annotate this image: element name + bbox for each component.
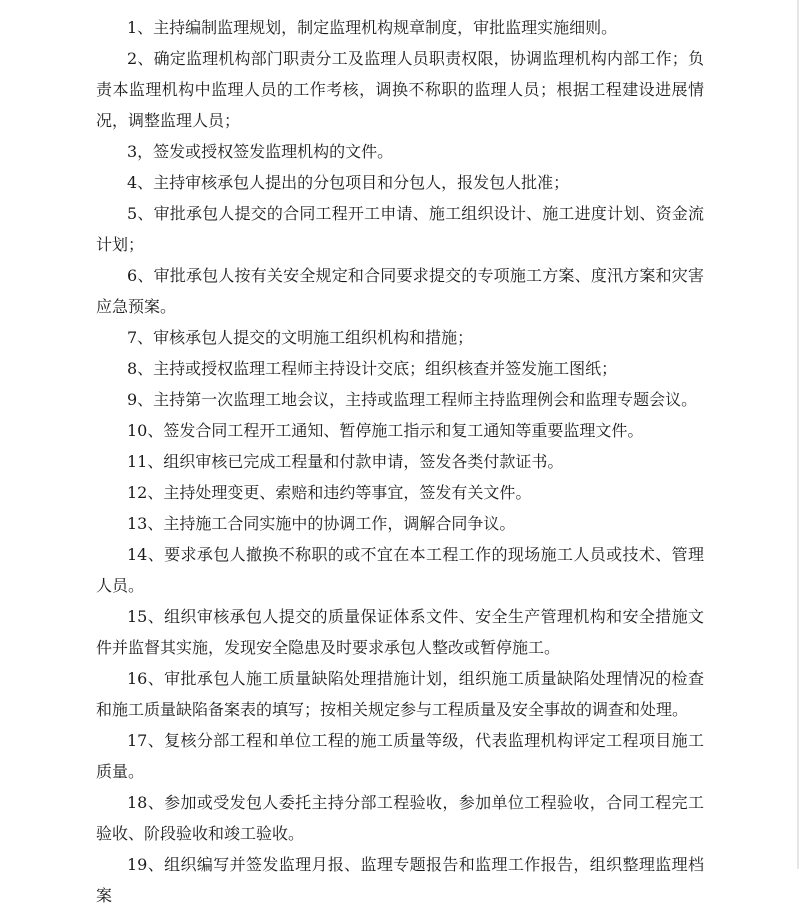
duty-item-16: 16、审批承包人施工质量缺陷处理措施计划，组织施工质量缺陷处理情况的检查和施工质量缺陷备案表的填写；按相关规定参与工程质量及安全事故的调查和处理。 (96, 669, 704, 719)
duty-item-8: 8、主持或授权监理工程师主持设计交底；组织核查并签发施工图纸； (127, 359, 618, 378)
duty-item-9: 9、主持第一次监理工地会议，主持或监理工程师主持监理例会和监理专题会议。 (127, 390, 698, 409)
duty-item-1: 1、主持编制监理规划，制定监理机构规章制度，审批监理实施细则。 (127, 18, 618, 37)
duty-item-5: 5、审批承包人提交的合同工程开工申请、施工组织设计、施工进度计划、资金流计划； (96, 204, 704, 254)
duty-item-10: 10、签发合同工程开工通知、暂停施工指示和复工通知等重要监理文件。 (127, 421, 644, 440)
duty-item-2: 2、确定监理机构部门职责分工及监理人员职责权限，协调监理机构内部工作；负责本监理机构中监理人员的工作考核，调换不称职的监理人员；根据工程建设进展情况，调整监理人员； (96, 49, 704, 130)
duty-item-4: 4、主持审核承包人提出的分包项目和分包人，报发包人批准； (127, 173, 570, 192)
duty-item-7: 7、审核承包人提交的文明施工组织机构和措施； (127, 328, 474, 347)
duty-item-18: 18、参加或受发包人委托主持分部工程验收，参加单位工程验收，合同工程完工验收、阶段验收和竣工验收。 (96, 793, 704, 843)
document-body (96, 12, 704, 911)
duty-item-19: 19、组织编写并签发监理月报、监理专题报告和监理工作报告，组织整理监理档案 (96, 855, 704, 905)
duty-item-12: 12、主持处理变更、索赔和违约等事宜，签发有关文件。 (127, 483, 532, 502)
duty-item-13: 13、主持施工合同实施中的协调工作，调解合同争议。 (127, 514, 516, 533)
duty-item-14: 14、要求承包人撤换不称职的或不宜在本工程工作的现场施工人员或技术、管理人员。 (96, 545, 704, 595)
duty-item-15: 15、组织审核承包人提交的质量保证体系文件、安全生产管理机构和安全措施文件并监督其实施，发现安全隐患及时要求承包人整改或暂停施工。 (96, 607, 704, 657)
duty-item-11: 11、组织审核已完成工程量和付款申请，签发各类付款证书。 (127, 452, 564, 471)
duty-item-6: 6、审批承包人按有关安全规定和合同要求提交的专项施工方案、度汛方案和灾害应急预案。 (96, 266, 704, 316)
duty-item-17: 17、复核分部工程和单位工程的施工质量等级，代表监理机构评定工程项目施工质量。 (96, 731, 704, 781)
duty-item-3: 3，签发或授权签发监理机构的文件。 (127, 142, 394, 161)
